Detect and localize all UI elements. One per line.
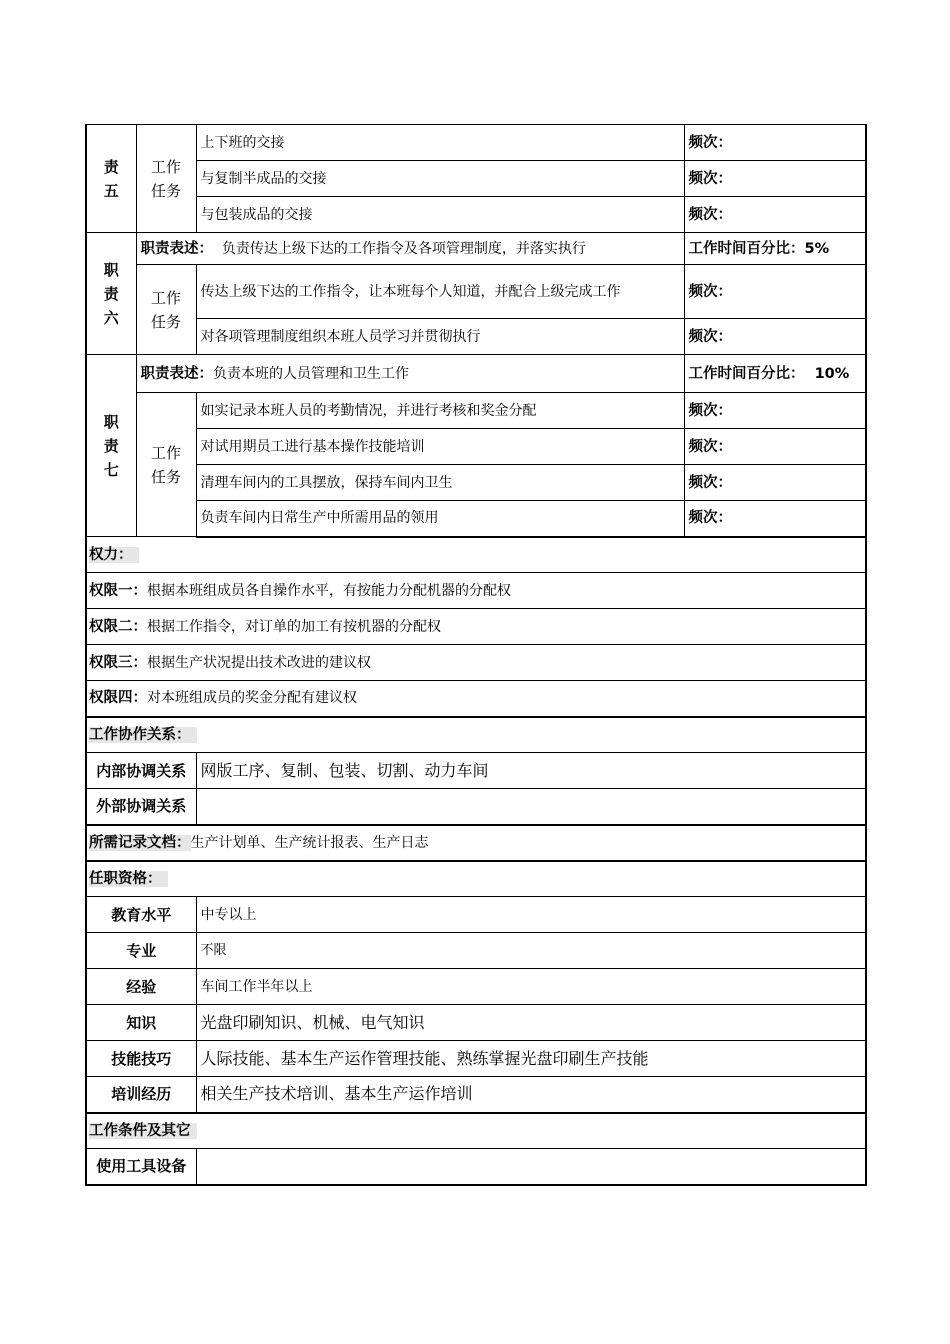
- duty6-task-row: [86, 265, 866, 319]
- duty6-task-label: 工作 任务: [136, 265, 196, 355]
- duty5-task-label: 工作 任务: [136, 125, 196, 233]
- qualification-title-row: [86, 861, 866, 897]
- internal-coordination-value: 网版工序、复制、包装、切割、动力车间: [196, 753, 866, 789]
- power-item: [86, 609, 866, 645]
- duty6-task-freq: 频次：: [684, 319, 866, 355]
- qualification-label: 经验: [86, 969, 196, 1005]
- power-item-label: 权限二：: [89, 618, 147, 635]
- duty7-pct: 工作时间百分比： 10%: [684, 355, 866, 393]
- duty5-task-row: [86, 125, 866, 161]
- duty7-task-text: 负责车间内日常生产中所需用品的领用: [196, 501, 684, 537]
- qualification-label: 教育水平: [86, 897, 196, 933]
- qualification-value: 不限: [196, 933, 866, 969]
- duty7-task-freq: 频次：: [684, 501, 866, 537]
- duty6-label: 职 责 六: [86, 233, 136, 355]
- tools-label: 使用工具设备: [86, 1149, 196, 1185]
- power-item-text: 根据本班组成员各自操作水平，有按能力分配机器的分配权: [147, 582, 511, 599]
- duty5-task-text: 上下班的交接: [196, 125, 684, 161]
- duty7-task-row: [86, 465, 866, 501]
- duty7-task-row: [86, 393, 866, 429]
- duty7-task-text: 对试用期员工进行基本操作技能培训: [196, 429, 684, 465]
- duty5-task-row: [86, 161, 866, 197]
- duty7-task-freq: 频次：: [684, 429, 866, 465]
- power-item: [86, 573, 866, 609]
- internal-coordination-label: 内部协调关系: [86, 753, 196, 789]
- qualification-label: 技能技巧: [86, 1041, 196, 1077]
- job-description-sheet: [85, 124, 865, 1186]
- duty6-desc-label: 职责表述：: [140, 240, 213, 257]
- duty6-desc: [136, 233, 684, 265]
- power-row: [86, 681, 866, 717]
- qualification-value: 人际技能、基本生产运作管理技能、熟练掌握光盘印刷生产技能: [196, 1041, 866, 1077]
- power-item: [86, 645, 866, 681]
- power-item-text: 对本班组成员的奖金分配有建议权: [147, 690, 357, 707]
- power-item-text: 根据工作指令，对订单的加工有按机器的分配权: [147, 618, 441, 635]
- duty5-task-freq: 频次：: [684, 125, 866, 161]
- external-coordination-row: [86, 789, 866, 825]
- conditions-title: 工作条件及其它: [89, 1123, 197, 1139]
- duty5-task-freq: 频次：: [684, 197, 866, 233]
- qualification-value: 车间工作半年以上: [196, 969, 866, 1005]
- duty6-desc-text: 负责传达上级下达的工作指令及各项管理制度，并落实执行: [213, 240, 586, 257]
- power-row: [86, 609, 866, 645]
- qualification-row: [86, 1005, 866, 1041]
- duty7-label: 职 责 七: [86, 355, 136, 537]
- duty7-task-freq: 频次：: [684, 393, 866, 429]
- duty5-task-text: 与包装成品的交接: [196, 197, 684, 233]
- qualification-label: 专业: [86, 933, 196, 969]
- power-item: [86, 681, 866, 717]
- records-cell: [86, 825, 866, 861]
- power-row: [86, 645, 866, 681]
- qualification-row: [86, 1077, 866, 1113]
- duty7-desc-label: 职责表述：: [140, 365, 213, 382]
- duty5-task-text: 与复制半成品的交接: [196, 161, 684, 197]
- power-item-label: 权限一：: [89, 582, 147, 599]
- records-row: [86, 825, 866, 861]
- cooperation-title-cell: [86, 717, 866, 753]
- cooperation-title: 工作协作关系：: [89, 727, 197, 743]
- duty5-task-freq: 频次：: [684, 161, 866, 197]
- duty7-task-row: [86, 501, 866, 537]
- external-coordination-label: 外部协调关系: [86, 789, 196, 825]
- qualification-value: 光盘印刷知识、机械、电气知识: [196, 1005, 866, 1041]
- qualification-row: [86, 933, 866, 969]
- records-text: 生产计划单、生产统计报表、生产日志: [190, 834, 429, 851]
- duty6-pct: 工作时间百分比：5%: [684, 233, 866, 265]
- power-item-label: 权限四：: [89, 690, 147, 707]
- power-title-row: [86, 537, 866, 573]
- qualification-value: 相关生产技术培训、基本生产运作培训: [196, 1077, 866, 1113]
- duty7-task-freq: 频次：: [684, 465, 866, 501]
- qualification-title-cell: [86, 861, 866, 897]
- duty7-task-row: [86, 429, 866, 465]
- cooperation-title-row: [86, 717, 866, 753]
- duty7-desc: [136, 355, 684, 393]
- power-title: 权力：: [89, 547, 139, 563]
- power-row: [86, 573, 866, 609]
- power-title-cell: [86, 537, 866, 573]
- tools-value: [196, 1149, 866, 1185]
- power-item-text: 根据生产状况提出技术改进的建议权: [147, 654, 371, 671]
- duty6-task-text: 对各项管理制度组织本班人员学习并贯彻执行: [196, 319, 684, 355]
- qualification-row: [86, 897, 866, 933]
- duty7-desc-text: 负责本班的人员管理和卫生工作: [213, 365, 409, 382]
- qualification-row: [86, 969, 866, 1005]
- duty7-desc-row: [86, 355, 866, 393]
- duty7-task-label: 工作 任务: [136, 393, 196, 537]
- duty5-task-row: [86, 197, 866, 233]
- qualification-title: 任职资格：: [89, 871, 168, 887]
- conditions-title-cell: [86, 1113, 866, 1149]
- duty6-desc-row: [86, 233, 866, 265]
- job-description-table: [85, 124, 867, 1186]
- conditions-title-row: [86, 1113, 866, 1149]
- qualification-label: 培训经历: [86, 1077, 196, 1113]
- power-item-label: 权限三：: [89, 654, 147, 671]
- internal-coordination-row: [86, 753, 866, 789]
- external-coordination-value: [196, 789, 866, 825]
- duty6-task-row: [86, 319, 866, 355]
- duty5-label: 责 五: [86, 125, 136, 233]
- qualification-row: [86, 1041, 866, 1077]
- qualification-value: 中专以上: [196, 897, 866, 933]
- qualification-label: 知识: [86, 1005, 196, 1041]
- duty7-task-text: 清理车间内的工具摆放，保持车间内卫生: [196, 465, 684, 501]
- duty6-task-freq: 频次：: [684, 265, 866, 319]
- duty7-task-text: 如实记录本班人员的考勤情况，并进行考核和奖金分配: [196, 393, 684, 429]
- records-label: 所需记录文档：: [89, 834, 191, 851]
- duty6-task-text: 传达上级下达的工作指令，让本班每个人知道，并配合上级完成工作: [196, 265, 684, 319]
- tools-row: [86, 1149, 866, 1185]
